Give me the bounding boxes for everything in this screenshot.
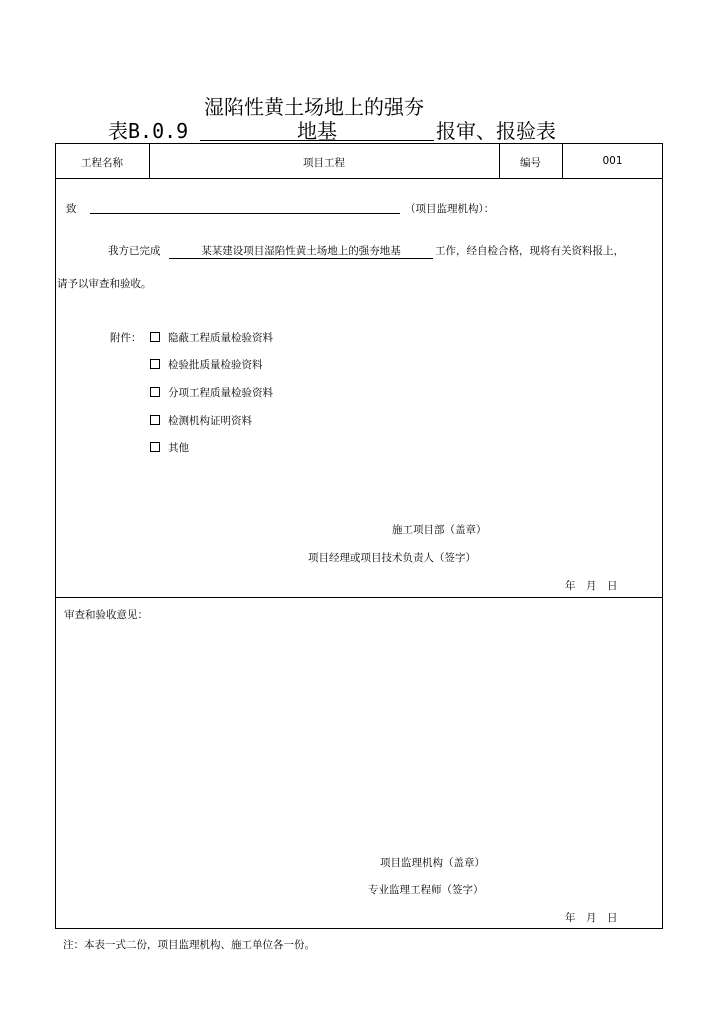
form-code: 表B.0.9 (108, 119, 189, 143)
checkbox-icon[interactable] (150, 387, 160, 397)
review-opinion-label: 审查和验收意见： (64, 609, 148, 621)
attachment-label: 其他 (168, 442, 189, 454)
checkbox-icon[interactable] (150, 415, 160, 425)
number-label: 编号 (520, 157, 541, 169)
project-name-value[interactable]: 项目工程 (303, 157, 345, 169)
form-table (55, 143, 663, 929)
attachment-label: 分项工程质量检验资料 (168, 387, 273, 399)
project-name-label: 工程名称 (81, 157, 123, 169)
attachment-item[interactable] (150, 413, 252, 428)
construction-dept-seal: 施工项目部（盖章） (392, 524, 487, 536)
project-manager-signature: 项目经理或项目技术负责人（签字） (308, 552, 476, 564)
to-suffix: （项目监理机构）： (405, 203, 495, 215)
section-divider (55, 597, 663, 598)
completed-prefix: 我方已完成 (108, 245, 161, 257)
attachments-label: 附件： (110, 332, 142, 344)
number-value[interactable]: 001 (602, 155, 623, 167)
supervision-org-seal: 项目监理机构（盖章） (380, 857, 485, 869)
checkbox-icon[interactable] (150, 332, 160, 342)
attachment-item[interactable] (150, 385, 273, 400)
attachment-item[interactable] (150, 440, 189, 455)
attachment-label: 检验批质量检验资料 (168, 359, 263, 371)
to-recipient-line[interactable] (90, 213, 400, 214)
attachment-item[interactable] (150, 330, 273, 345)
header-row-divider (55, 178, 663, 179)
completed-suffix: 工作，经自检合格，现将有关资料报上， (435, 245, 624, 257)
body-date[interactable]: 年 月 日 (565, 580, 618, 592)
attachment-label: 隐蔽工程质量检验资料 (168, 332, 273, 344)
attachment-item[interactable] (150, 357, 263, 372)
form-title-middle: 地基 (200, 115, 434, 141)
form-title-line1: 湿陷性黄土场地上的强夯 (204, 95, 424, 119)
attachment-label: 检测机构证明资料 (168, 415, 252, 427)
completed-work[interactable]: 某某建设项目湿陷性黄土场地上的强夯地基 (169, 243, 433, 259)
supervising-engineer-signature: 专业监理工程师（签字） (368, 884, 484, 896)
request-text: 请予以审查和验收。 (57, 278, 152, 290)
footnote: 注：本表一式二份，项目监理机构、施工单位各一份。 (63, 939, 315, 951)
to-label: 致 (66, 203, 77, 215)
checkbox-icon[interactable] (150, 359, 160, 369)
review-date[interactable]: 年 月 日 (565, 912, 618, 924)
checkbox-icon[interactable] (150, 442, 160, 452)
form-title-suffix: 报审、报验表 (436, 119, 556, 143)
